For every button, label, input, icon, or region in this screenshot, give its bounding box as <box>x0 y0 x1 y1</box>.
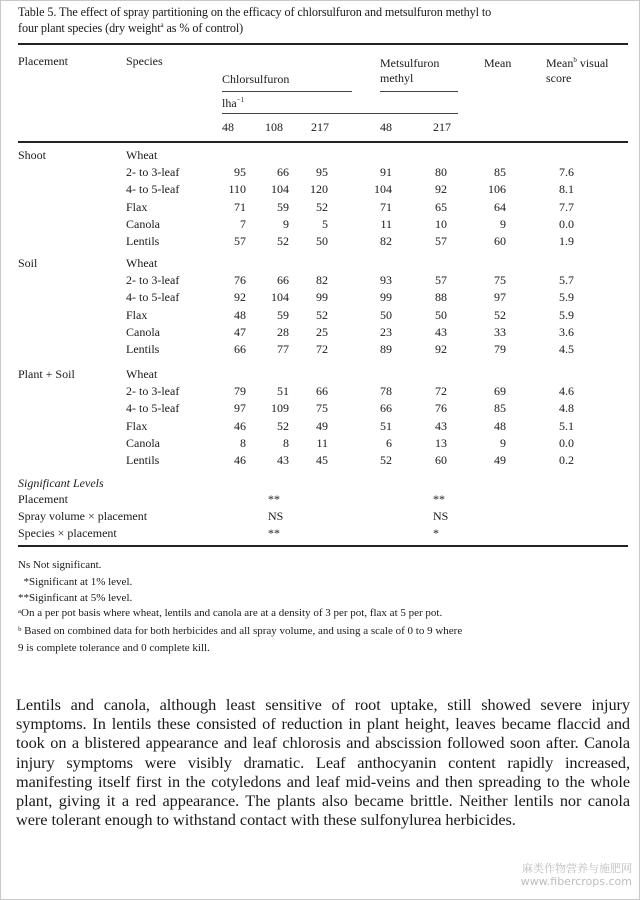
table-cell: 47 <box>234 324 246 339</box>
table-cell: 75 <box>316 401 328 416</box>
species-label: 2- to 3-leaf <box>126 384 180 399</box>
species-label: Canola <box>126 435 160 450</box>
rate-header: 48 <box>222 120 234 134</box>
table-cell: 7.7 <box>559 199 574 214</box>
table-cell: 71 <box>234 199 246 214</box>
table-cell: 49 <box>494 453 506 467</box>
header-metsulfuron-1: Metsulfuron <box>380 56 440 70</box>
rate-header: 108 <box>265 120 283 134</box>
table-cell: 51 <box>380 418 392 433</box>
table-cell: 104 <box>271 290 289 305</box>
table-cell: 57 <box>435 273 447 288</box>
header-text: Mean <box>546 56 574 70</box>
species-label: Lentils <box>126 342 160 356</box>
caption-text: as % of control) <box>163 20 244 35</box>
table-cell: 92 <box>435 182 447 197</box>
table-cell: 79 <box>234 384 246 399</box>
footnote-marker: b <box>573 56 577 64</box>
significance-metsulfuron: * <box>433 526 439 540</box>
table-cell: 71 <box>380 199 392 214</box>
table-cell: 10 <box>435 216 447 231</box>
table-cell: 52 <box>494 307 506 322</box>
header-text: visual <box>576 56 609 70</box>
table-cell: 5.9 <box>559 307 574 322</box>
header-bottom-rule <box>18 141 628 143</box>
table-cell: 43 <box>277 453 289 467</box>
table-cell: 6 <box>386 435 392 450</box>
table-cell: 57 <box>435 234 447 248</box>
table-cell: 80 <box>435 165 447 180</box>
table-cell: 85 <box>494 165 506 180</box>
significance-label: Placement <box>18 492 68 506</box>
table-cell: 97 <box>234 401 246 416</box>
table-cell: 5 <box>322 216 328 231</box>
table-cell: 45 <box>316 453 328 467</box>
caption-line-2 <box>18 21 628 37</box>
table-cell: 11 <box>380 216 392 231</box>
table-cell: 82 <box>380 234 392 248</box>
footnote: ᵃOn a per pot basis where wheat, lentils and canola are at a density of 3 per pot, flax at 5 per pot. <box>18 607 443 619</box>
table-cell: 60 <box>494 234 506 248</box>
footnote: 9 is complete tolerance and 0 complete kill. <box>18 642 210 654</box>
table-cell: 25 <box>316 324 328 339</box>
table-cell: 4.8 <box>559 401 574 416</box>
table-cell: 52 <box>277 418 289 433</box>
table-cell: 57 <box>234 234 246 248</box>
species-label: Wheat <box>126 256 158 270</box>
footnote: **Siginficant at 5% level. <box>18 592 133 604</box>
table-cell: 5.9 <box>559 290 574 305</box>
table-cell: 72 <box>435 384 447 399</box>
rate-span-rule <box>222 113 458 114</box>
header-placement: Placement <box>18 54 68 68</box>
header-mean: Mean <box>484 56 512 70</box>
table-cell: 120 <box>310 182 328 197</box>
significance-chlorsulfuron: ** <box>268 492 280 506</box>
table-cell: 0.2 <box>559 453 574 467</box>
species-label: 4- to 5-leaf <box>126 290 180 305</box>
rate-header: 217 <box>311 120 329 134</box>
table-cell: 7 <box>240 216 246 231</box>
table-cell: 52 <box>316 199 328 214</box>
metsulfuron-span-rule <box>380 91 458 92</box>
species-label: Flax <box>126 307 148 322</box>
header-species: Species <box>126 54 163 68</box>
footnote: ᵇ Based on combined data for both herbicides and all spray volume, and using a scale of 0 to 9 where <box>18 625 463 637</box>
table-cell: 8 <box>283 435 289 450</box>
table-cell: 52 <box>277 234 289 248</box>
table-cell: 50 <box>316 234 328 248</box>
placement-label: Soil <box>18 256 38 270</box>
table-cell: 69 <box>494 384 506 399</box>
unit-exponent: −1 <box>236 96 245 104</box>
table-cell: 43 <box>435 324 447 339</box>
header-mean-visual-2: score <box>546 71 572 85</box>
table-cell: 88 <box>435 290 447 305</box>
table-cell: 95 <box>316 165 328 180</box>
significance-chlorsulfuron: ** <box>268 526 280 540</box>
watermark-line-2: www.fibercrops.com <box>520 875 632 888</box>
table-cell: 59 <box>277 199 289 214</box>
table-cell: 0.0 <box>559 435 574 450</box>
table-cell: 28 <box>277 324 289 339</box>
table-cell: 66 <box>380 401 392 416</box>
table-cell: 9 <box>500 435 506 450</box>
table-cell: 46 <box>234 418 246 433</box>
table-cell: 92 <box>234 290 246 305</box>
table-cell: 52 <box>380 453 392 467</box>
table-cell: 92 <box>435 342 447 356</box>
table-cell: 9 <box>500 216 506 231</box>
table-cell: 5.1 <box>559 418 574 433</box>
table-cell: 0.0 <box>559 216 574 231</box>
table-cell: 7.6 <box>559 165 574 180</box>
placement-label: Shoot <box>18 148 47 162</box>
table-cell: 99 <box>316 290 328 305</box>
species-label: Wheat <box>126 367 158 381</box>
table-cell: 76 <box>435 401 447 416</box>
species-label: 4- to 5-leaf <box>126 182 180 197</box>
table-cell: 3.6 <box>559 324 574 339</box>
table-cell: 82 <box>316 273 328 288</box>
table-cell: 46 <box>234 453 246 467</box>
table-cell: 79 <box>494 342 506 356</box>
table-cell: 93 <box>380 273 392 288</box>
table-cell: 65 <box>435 199 447 214</box>
table-cell: 109 <box>271 401 289 416</box>
caption-text: four plant species (dry weight <box>18 20 161 35</box>
table-cell: 23 <box>380 324 392 339</box>
significance-label: Spray volume × placement <box>18 509 148 523</box>
footnote: *Significant at 1% level. <box>18 576 133 588</box>
table-cell: 66 <box>316 384 328 399</box>
significance-chlorsulfuron: NS <box>268 509 284 523</box>
species-label: Lentils <box>126 453 160 467</box>
table-cell: 60 <box>435 453 447 467</box>
table-cell: 104 <box>374 182 392 197</box>
table-cell: 52 <box>316 307 328 322</box>
watermark <box>521 862 632 888</box>
header-mean-visual <box>546 56 609 70</box>
species-label: 2- to 3-leaf <box>126 165 180 180</box>
table-cell: 64 <box>494 199 506 214</box>
table-cell: 110 <box>228 182 246 197</box>
significance-title: Significant Levels <box>18 476 104 490</box>
header-metsulfuron-2: methyl <box>380 71 414 85</box>
species-label: 2- to 3-leaf <box>126 273 180 288</box>
table-cell: 76 <box>234 273 246 288</box>
footnote-marker: a <box>160 20 164 29</box>
table-cell: 9 <box>283 216 289 231</box>
species-label: Wheat <box>126 148 158 162</box>
table-cell: 75 <box>494 273 506 288</box>
table-cell: 59 <box>277 307 289 322</box>
significance-metsulfuron: ** <box>433 492 445 506</box>
table-cell: 72 <box>316 342 328 356</box>
chlorsulfuron-span-rule <box>222 91 352 92</box>
table-cell: 51 <box>277 384 289 399</box>
table-cell: 50 <box>435 307 447 322</box>
body-paragraph: Lentils and canola, although least sensitive of root uptake, still showed severe injury symptoms. In lentils these consisted of reduction in plant height, leaves became flaccid and took on a blistered appearance and leaf chlorosis and abscission followed soon after. Canola injury symptoms were visibly dramatic. Leaf anthocyanin content rapidly increased, manifesting itself first in the cotyledons and leaf mid-veins and then spreading to the whole plant, giving it a red appearance. The plants also became brittle. Neither lentils nor canola were tolerant enough to withstand contact with these sulfonylurea herbicides. <box>16 695 630 830</box>
footnote: Ns Not significant. <box>18 559 102 571</box>
table-cell: 48 <box>234 307 246 322</box>
significance-metsulfuron: NS <box>433 509 449 523</box>
table-cell: 49 <box>316 418 328 433</box>
significance-label: Species × placement <box>18 526 117 540</box>
table-cell: 33 <box>494 324 506 339</box>
table-cell: 5.7 <box>559 273 574 288</box>
table-cell: 66 <box>234 342 246 356</box>
table-cell: 13 <box>435 435 447 450</box>
species-label: Canola <box>126 324 160 339</box>
table-cell: 1.9 <box>559 234 574 248</box>
table-cell: 48 <box>494 418 506 433</box>
table-cell: 99 <box>380 290 392 305</box>
table-cell: 95 <box>234 165 246 180</box>
unit-text: lha <box>222 96 237 110</box>
species-label: Canola <box>126 216 160 231</box>
table-top-rule <box>18 43 628 45</box>
table-caption <box>18 5 628 36</box>
table-bottom-rule <box>18 545 628 547</box>
species-label: Lentils <box>126 234 160 248</box>
table-cell: 66 <box>277 273 289 288</box>
table-cell: 77 <box>277 342 289 356</box>
table-cell: 11 <box>316 435 328 450</box>
table-cell: 104 <box>271 182 289 197</box>
table-cell: 91 <box>380 165 392 180</box>
table-cell: 8.1 <box>559 182 574 197</box>
table-cell: 4.6 <box>559 384 574 399</box>
table-cell: 43 <box>435 418 447 433</box>
species-label: Flax <box>126 418 148 433</box>
rate-header: 217 <box>433 120 451 134</box>
watermark-line-1: 麻类作物营养与施肥网 <box>522 862 632 875</box>
table-cell: 97 <box>494 290 506 305</box>
table-cell: 89 <box>380 342 392 356</box>
table-cell: 78 <box>380 384 392 399</box>
table-cell: 8 <box>240 435 246 450</box>
table-cell: 4.5 <box>559 342 574 356</box>
species-label: Flax <box>126 199 148 214</box>
species-label: 4- to 5-leaf <box>126 401 180 416</box>
placement-label: Plant + Soil <box>18 367 75 381</box>
table-cell: 66 <box>277 165 289 180</box>
header-chlorsulfuron: Chlorsulfuron <box>222 72 290 86</box>
table-cell: 50 <box>380 307 392 322</box>
table-cell: 85 <box>494 401 506 416</box>
header-unit <box>222 96 244 110</box>
table-cell: 106 <box>488 182 506 197</box>
caption-line-1: Table 5. The effect of spray partitioning on the efficacy of chlorsulfuron and metsulfuron methyl to <box>18 5 492 19</box>
rate-header: 48 <box>380 120 392 134</box>
